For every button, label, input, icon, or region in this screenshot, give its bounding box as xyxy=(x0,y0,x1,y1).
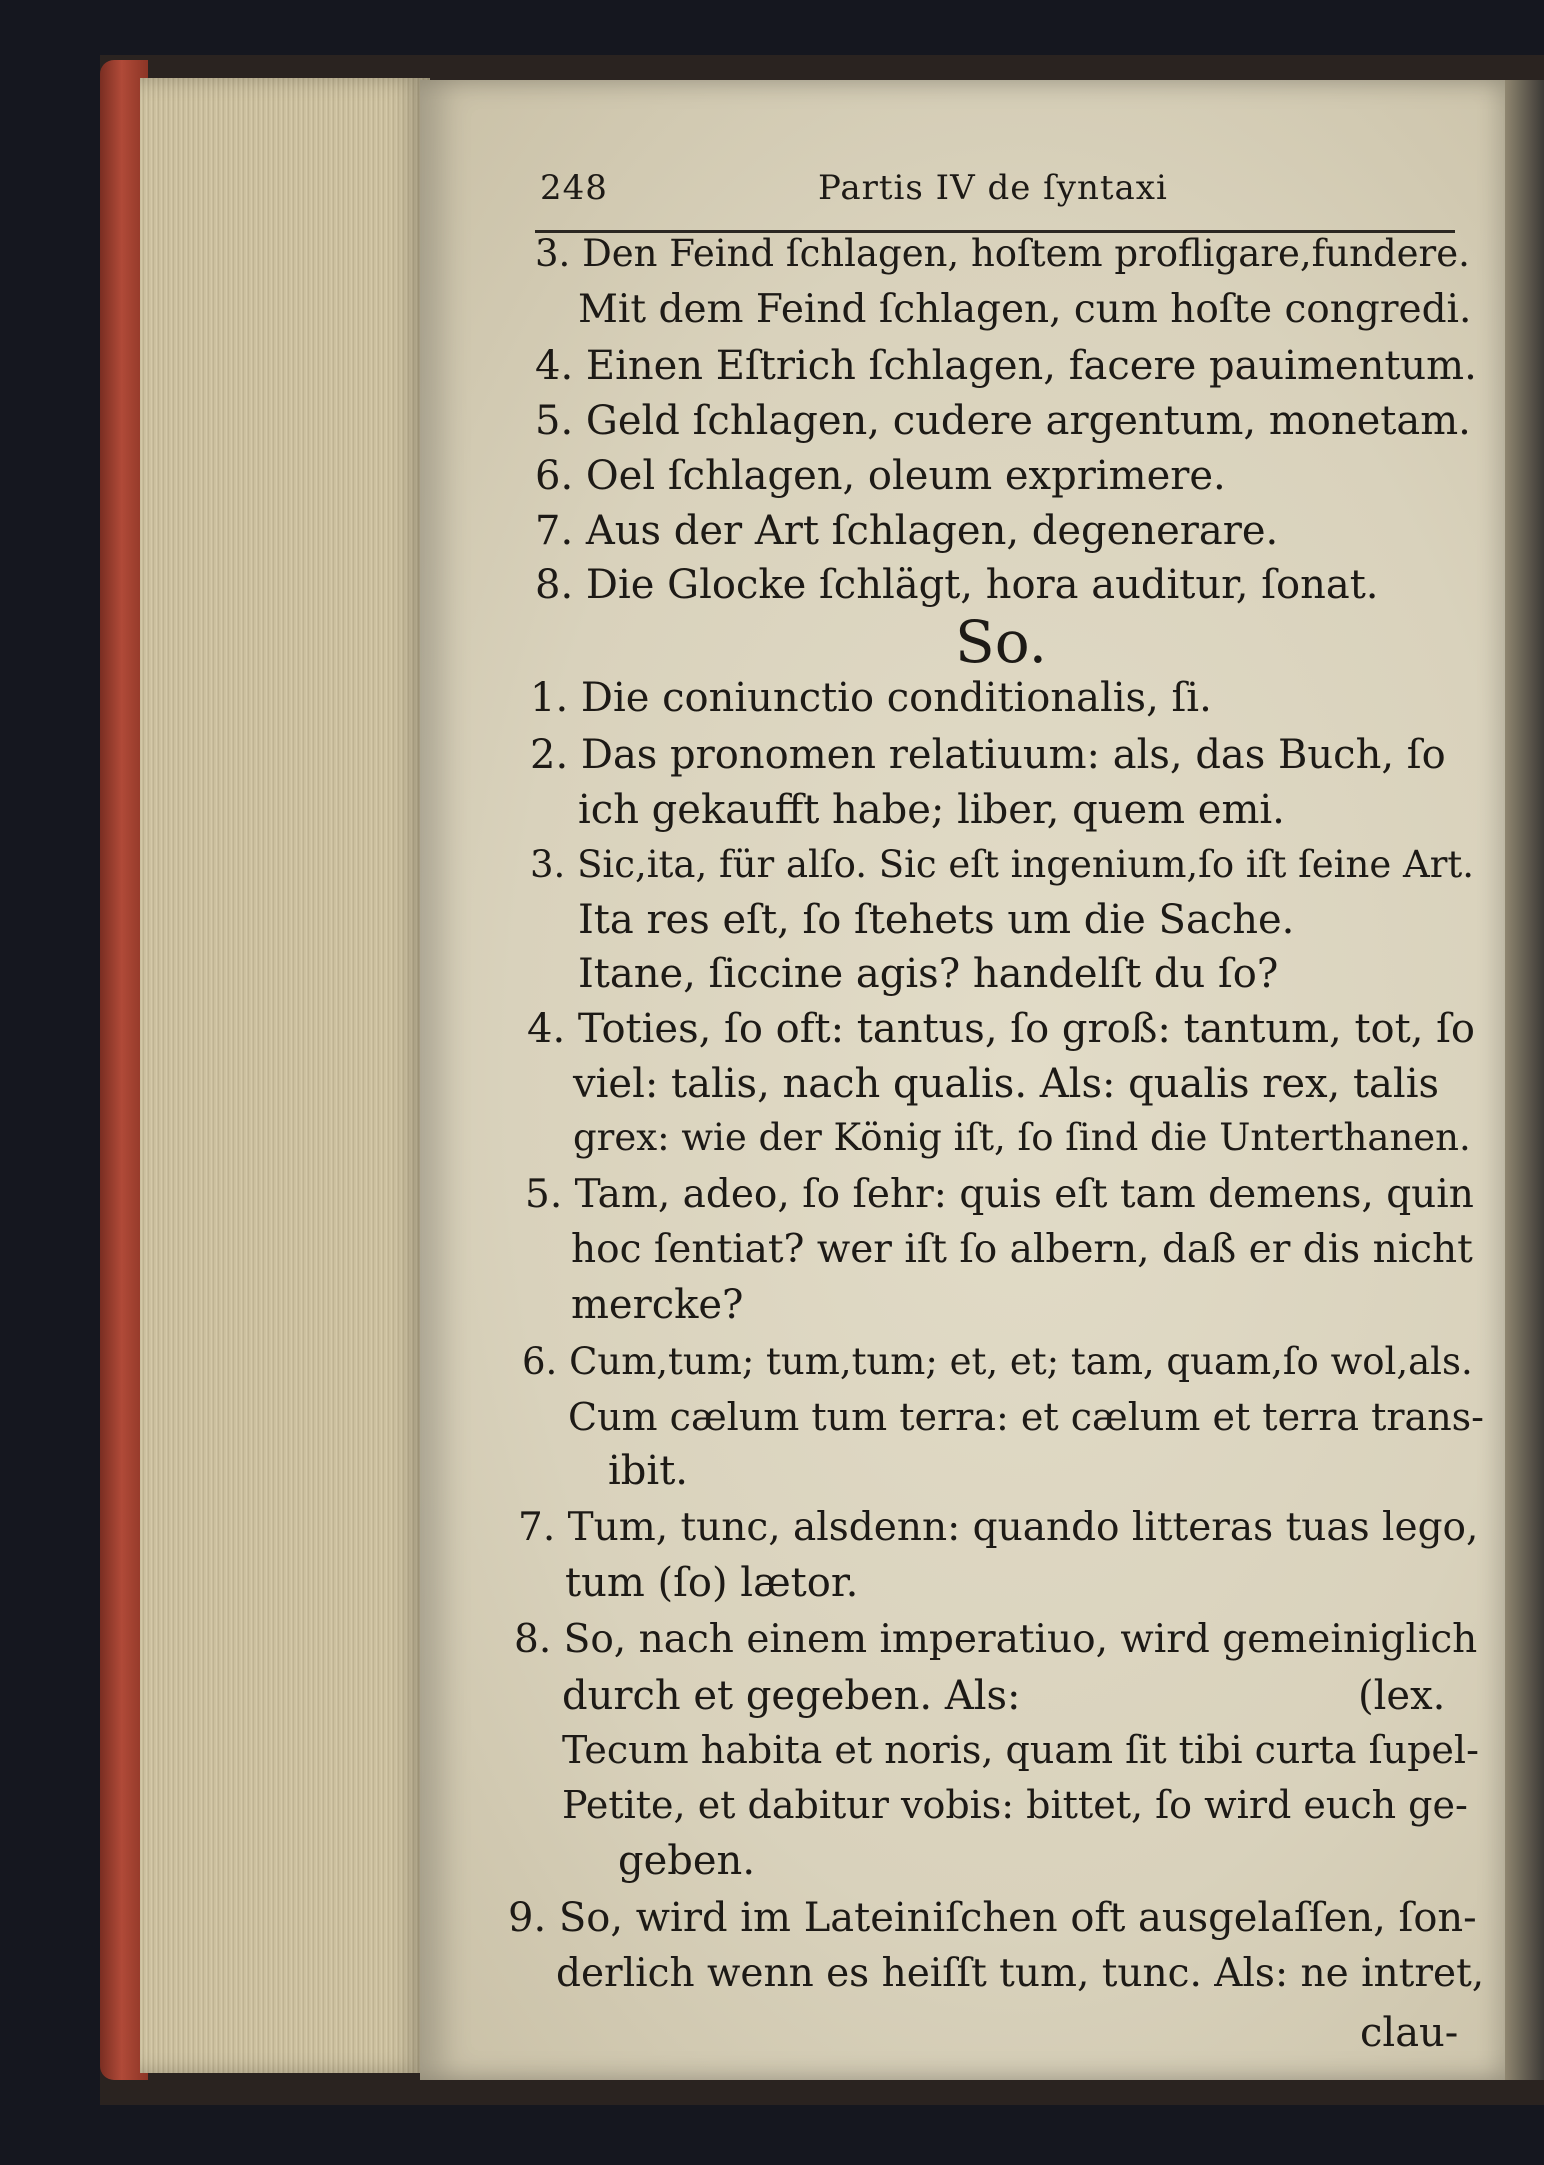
page-gutter xyxy=(1505,80,1544,2080)
text-line: ich gekaufft habe; liber, quem emi. xyxy=(578,787,1285,833)
text-line: 2. Das pronomen relatiuum: als, das Buch, ſo xyxy=(530,732,1446,778)
text-line: 9. So, wird im Lateiniſchen oft ausgelaſſen, ſon- xyxy=(508,1895,1477,1941)
text-line: 7. Tum, tunc, alsdenn: quando litteras tuas lego, xyxy=(518,1505,1479,1550)
text-line: 3. Den Feind ſchlagen, hoſtem profligare,fundere. xyxy=(535,232,1470,275)
text-line: 7. Aus der Art ſchlagen, degenerare. xyxy=(535,508,1279,554)
text-line: Itane, ſiccine agis? handelſt du ſo? xyxy=(578,951,1279,997)
text-line: 4. Toties, ſo oft: tantus, ſo groß: tantum, tot, ſo xyxy=(527,1006,1476,1052)
text-line: 8. So, nach einem imperatiuo, wird gemeiniglich xyxy=(514,1617,1478,1662)
text-line: tum (ſo) lætor. xyxy=(565,1560,859,1606)
text-line: 6. Cum,tum; tum,tum; et, et; tam, quam,ſo wol,als. xyxy=(522,1340,1473,1383)
text-line: (lex. xyxy=(1358,1673,1446,1719)
text-line: 3. Sic,ita, für alſo. Sic eſt ingenium,ſo iſt ſeine Art. xyxy=(530,843,1475,886)
text-line: 5. Geld ſchlagen, cudere argentum, monetam. xyxy=(535,398,1471,444)
running-title: Partis IV de ſyntaxi xyxy=(818,168,1168,208)
text-line: geben. xyxy=(618,1838,756,1884)
text-line: hoc ſentiat? wer iſt ſo albern, daß er dis nicht xyxy=(571,1227,1473,1272)
text-line: Tecum habita et noris, quam ſit tibi curta ſupel- xyxy=(562,1728,1479,1772)
text-line: 6. Oel ſchlagen, oleum exprimere. xyxy=(535,453,1226,499)
text-line: Mit dem Feind ſchlagen, cum hoſte congredi. xyxy=(578,287,1472,332)
text-line: derlich wenn es heiſſt tum, tunc. Als: ne intret, xyxy=(556,1951,1485,1996)
text-line: viel: talis, nach qualis. Als: qualis rex, talis xyxy=(573,1061,1440,1107)
text-line: 5. Tam, adeo, ſo ſehr: quis eſt tam demens, quin xyxy=(525,1172,1474,1217)
page-number: 248 xyxy=(540,168,608,208)
text-line: ibit. xyxy=(608,1448,688,1494)
text-line: grex: wie der König iſt, ſo ſind die Unterthanen. xyxy=(573,1116,1471,1159)
section-heading: So. xyxy=(955,608,1048,676)
text-line: Cum cælum tum terra: et cælum et terra trans- xyxy=(568,1395,1485,1439)
text-line: 4. Einen Eſtrich ſchlagen, facere pauimentum. xyxy=(535,343,1477,389)
text-line: Ita res eſt, ſo ſtehets um die Sache. xyxy=(578,897,1295,943)
text-line: Petite, et dabitur vobis: bittet, ſo wird euch ge- xyxy=(562,1783,1468,1827)
text-line: 8. Die Glocke ſchlägt, hora auditur, ſonat. xyxy=(535,562,1379,608)
catchword: clau- xyxy=(1360,2010,1459,2056)
text-line: durch et gegeben. Als: xyxy=(562,1673,1021,1719)
text-line: mercke? xyxy=(571,1282,744,1328)
text-line: 1. Die coniunctio conditionalis, ſi. xyxy=(530,675,1212,721)
page-edges xyxy=(140,78,430,2073)
